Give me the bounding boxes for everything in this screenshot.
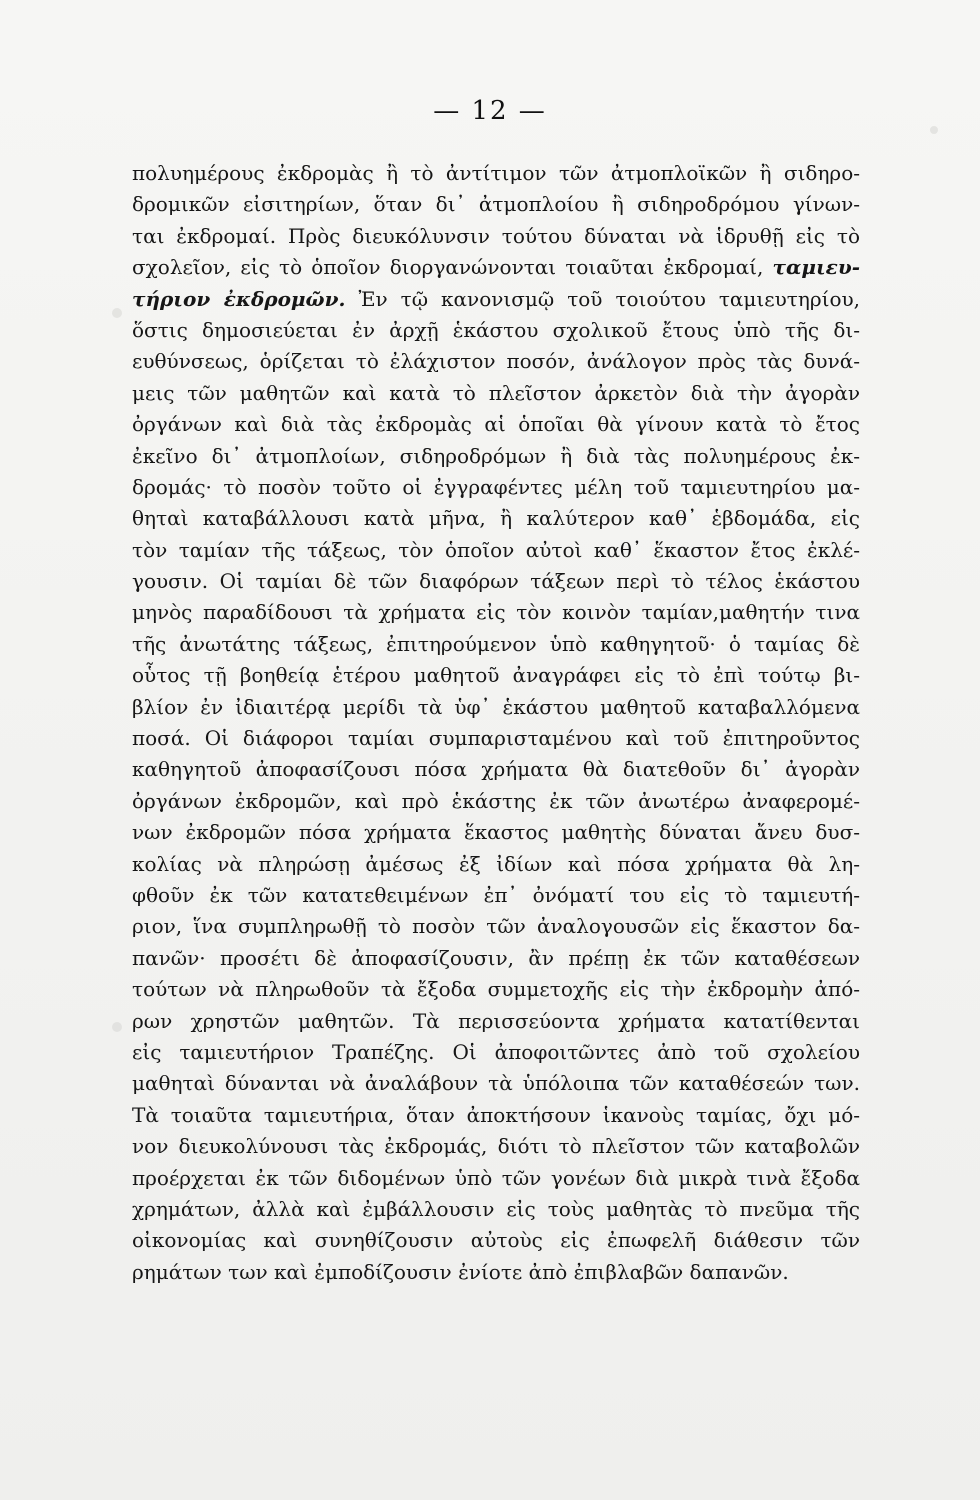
text-line: ποσά. Οἱ διάφοροι ταμίαι συμπαρισταμένου καὶ τοῦ ἐπιτηροῦντος: [132, 726, 860, 751]
bold-term: τήριον ἐκδρομῶν.: [132, 286, 346, 311]
text-fragment: Ἐν τῷ κανονισμῷ τοῦ τοιούτου ταμιευτηρίου,: [358, 286, 860, 311]
text-line: ἐκεῖνο δι᾽ ἀτμοπλοίων, σιδηροδρόμων ἢ διὰ τὰς πολυημέρους ἐκ-: [132, 443, 860, 468]
paper-speck: [112, 308, 122, 318]
text-line: μεις τῶν μαθητῶν καὶ κατὰ τὸ πλεῖστον ἀρκετὸν διὰ τὴν ἀγορὰν: [132, 380, 860, 405]
bold-term: ταμιευ-: [772, 255, 860, 280]
text-line: νων ἐκδρομῶν πόσα χρήματα ἕκαστος μαθητὴς δύναται ἄνευ δυσ-: [132, 820, 860, 845]
text-line: Τὰ τοιαῦτα ταμιευτήρια, ὅταν ἀποκτήσουν ἱκανοὺς ταμίας, ὄχι μό-: [132, 1102, 860, 1127]
text-line: πανῶν· προσέτι δὲ ἀποφασίζουσιν, ἂν πρέπῃ ἐκ τῶν καταθέσεων: [132, 945, 860, 970]
text-line: εἰς ταμιευτήριον Τραπέζης. Οἱ ἀποφοιτῶντες ἀπὸ τοῦ σχολείου: [132, 1039, 860, 1064]
text-line: γουσιν. Οἱ ταμίαι δὲ τῶν διαφόρων τάξεων περὶ τὸ τέλος ἑκάστου: [132, 569, 860, 594]
text-line: τὸν ταμίαν τῆς τάξεως, τὸν ὁποῖον αὐτοὶ καθ᾽ ἕκαστον ἔτος ἐκλέ-: [132, 537, 860, 562]
text-line: κολίας νὰ πληρώσῃ ἀμέσως ἐξ ἰδίων καὶ πόσα χρήματα θὰ λη-: [132, 851, 860, 876]
paper-speck: [112, 1022, 122, 1032]
text-line: φθοῦν ἐκ τῶν κατατεθειμένων ἐπ᾽ ὀνόματί του εἰς τὸ ταμιευτή-: [132, 882, 860, 907]
text-line-with-term: [132, 284, 860, 315]
text-line: ται ἐκδρομαί. Πρὸς διευκόλυνσιν τούτου δύναται νὰ ἱδρυθῇ εἰς τὸ: [132, 223, 860, 248]
text-line: ρων χρηστῶν μαθητῶν. Τὰ περισσεύοντα χρήματα κατατίθενται: [132, 1008, 860, 1033]
text-line: οἰκονομίας καὶ συνηθίζουσιν αὐτοὺς εἰς ἐπωφελῆ διάθεσιν τῶν: [132, 1228, 860, 1253]
text-line: ριον, ἵνα συμπληρωθῇ τὸ ποσὸν τῶν ἀναλογουσῶν εἰς ἕκαστον δα-: [132, 914, 860, 939]
body-text: [132, 158, 860, 1288]
text-line: ὅστις δημοσιεύεται ἐν ἀρχῇ ἑκάστου σχολικοῦ ἔτους ὑπὸ τῆς δι-: [132, 317, 860, 342]
text-line: δρομάς· τὸ ποσὸν τοῦτο οἱ ἐγγραφέντες μέλη τοῦ ταμιευτηρίου μα-: [132, 474, 860, 499]
text-line: ευθύνσεως, ὁρίζεται τὸ ἐλάχιστον ποσόν, ἀνάλογον πρὸς τὰς δυνά-: [132, 349, 860, 374]
text-line: τούτων νὰ πληρωθοῦν τὰ ἔξοδα συμμετοχῆς εἰς τὴν ἐκδρομὴν ἀπό-: [132, 977, 860, 1002]
text-line: μηνὸς παραδίδουσι τὰ χρήματα εἰς τὸν κοινὸν ταμίαν,μαθητήν τινα: [132, 600, 860, 625]
page-number: — 12 —: [433, 96, 547, 126]
text-line: θηταὶ καταβάλλουσι κατὰ μῆνα, ἢ καλύτερον καθ᾽ ἑβδομάδα, εἰς: [132, 506, 860, 531]
text-line: προέρχεται ἐκ τῶν διδομένων ὑπὸ τῶν γονέων διὰ μικρὰ τινὰ ἔξοδα: [132, 1165, 860, 1190]
text-line: δρομικῶν εἰσιτηρίων, ὅταν δι᾽ ἀτμοπλοίου ἢ σιδηροδρόμου γίνων-: [132, 192, 860, 217]
text-fragment: σχολεῖον, εἰς τὸ ὁποῖον διοργανώνονται τοιαῦται ἐκδρομαί,: [132, 255, 764, 280]
text-line: μαθηταὶ δύνανται νὰ ἀναλάβουν τὰ ὑπόλοιπα τῶν καταθέσεών των.: [132, 1071, 860, 1096]
text-line: ὀργάνων ἐκδρομῶν, καὶ πρὸ ἑκάστης ἐκ τῶν ἀνωτέρω ἀναφερομέ-: [132, 788, 860, 813]
text-line: ρημάτων των καὶ ἐμποδίζουσιν ἐνίοτε ἀπὸ ἐπιβλαβῶν δαπανῶν.: [132, 1259, 789, 1284]
text-line: ὀργάνων καὶ διὰ τὰς ἐκδρομὰς αἱ ὁποῖαι θὰ γίνουν κατὰ τὸ ἔτος: [132, 412, 860, 437]
text-line: οὗτος τῇ βοηθείᾳ ἑτέρου μαθητοῦ ἀναγράφει εἰς τὸ ἐπὶ τούτῳ βι-: [132, 663, 860, 688]
text-line: νον διευκολύνουσι τὰς ἐκδρομάς, διότι τὸ πλεῖστον τῶν καταβολῶν: [132, 1134, 860, 1159]
text-line: χρημάτων, ἀλλὰ καὶ ἐμβάλλουσιν εἰς τοὺς μαθητὰς τὸ πνεῦμα τῆς: [132, 1196, 860, 1221]
paper-speck: [930, 126, 938, 134]
text-line: πολυημέρους ἐκδρομὰς ἢ τὸ ἀντίτιμον τῶν ἀτμοπλοϊκῶν ἢ σιδηρο-: [132, 161, 860, 185]
text-line: καθηγητοῦ ἀποφασίζουσι πόσα χρήματα θὰ διατεθοῦν δι᾽ ἀγορὰν: [132, 757, 860, 782]
text-line-with-term: [132, 252, 860, 283]
text-line: τῆς ἀνωτάτης τάξεως, ἐπιτηρούμενον ὑπὸ καθηγητοῦ· ὁ ταμίας δὲ: [132, 631, 860, 656]
text-line: βλίον ἐν ἰδιαιτέρᾳ μερίδι τὰ ὑφ᾽ ἑκάστου μαθητοῦ καταβαλλόμενα: [132, 694, 860, 719]
